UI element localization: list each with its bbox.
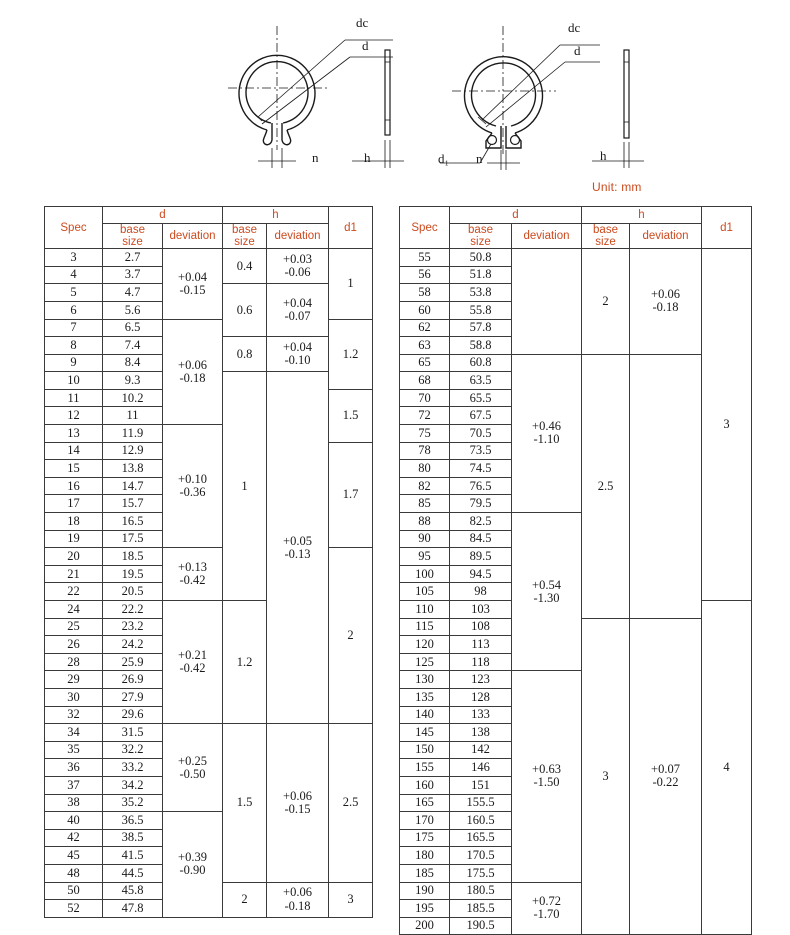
cell-spec: 170 (400, 812, 450, 830)
cell-spec: 68 (400, 372, 450, 390)
cell-d-deviation: +0.21 -0.42 (163, 601, 223, 724)
cell-d-deviation: +0.13 -0.42 (163, 548, 223, 601)
cell-spec: 105 (400, 583, 450, 601)
cell-d-base-size: 60.8 (450, 354, 512, 372)
header-h-base-size: base size (223, 224, 267, 249)
header-d1: d1 (329, 207, 373, 249)
label-h-ring-a: h (364, 150, 371, 165)
header-h-deviation: deviation (267, 224, 329, 249)
label-d-ring-b: d (574, 43, 581, 58)
table-row (45, 249, 373, 267)
cell-d-deviation: +0.10 -0.36 (163, 425, 223, 548)
cell-spec: 165 (400, 794, 450, 812)
table-left-header (45, 207, 373, 249)
cell-d-base-size: 44.5 (103, 864, 163, 882)
cell-spec: 120 (400, 636, 450, 654)
cell-h-base-size: 1 (223, 372, 267, 601)
cell-spec: 22 (45, 583, 103, 601)
cell-spec: 140 (400, 706, 450, 724)
cell-spec: 6 (45, 301, 103, 319)
cell-d-base-size: 22.2 (103, 601, 163, 619)
table-row (400, 249, 752, 267)
header-d-base-size: base size (450, 224, 512, 249)
cell-spec: 26 (45, 636, 103, 654)
ring-diagram-b (440, 26, 644, 170)
cell-d-base-size: 2.7 (103, 249, 163, 267)
cell-d-base-size: 180.5 (450, 882, 512, 900)
cell-spec: 125 (400, 653, 450, 671)
cell-spec: 200 (400, 917, 450, 935)
cell-h-deviation: +0.06 -0.18 (267, 882, 329, 917)
cell-d-base-size: 10.2 (103, 389, 163, 407)
cell-d-base-size: 16.5 (103, 513, 163, 531)
cell-d-deviation: +0.46 -1.10 (512, 354, 582, 512)
cell-d-base-size: 138 (450, 724, 512, 742)
cell-d-base-size: 65.5 (450, 389, 512, 407)
cell-h-base-size: 1.2 (223, 601, 267, 724)
cell-d-base-size: 142 (450, 741, 512, 759)
cell-d-base-size: 51.8 (450, 266, 512, 284)
cell-d-base-size: 6.5 (103, 319, 163, 337)
cell-spec: 4 (45, 266, 103, 284)
header-h-base-size: base size (582, 224, 630, 249)
cell-d-base-size: 45.8 (103, 882, 163, 900)
cell-d-base-size: 18.5 (103, 548, 163, 566)
cell-d-base-size: 58.8 (450, 337, 512, 355)
cell-d-base-size: 84.5 (450, 530, 512, 548)
cell-d-base-size: 17.5 (103, 530, 163, 548)
cell-d-base-size: 35.2 (103, 794, 163, 812)
cell-spec: 34 (45, 724, 103, 742)
cell-d-base-size: 33.2 (103, 759, 163, 777)
table-row (400, 354, 752, 372)
cell-d-base-size: 82.5 (450, 513, 512, 531)
cell-d1: 3 (702, 249, 752, 601)
cell-d-base-size: 4.7 (103, 284, 163, 302)
cell-d1: 3 (329, 882, 373, 917)
cell-spec: 55 (400, 249, 450, 267)
cell-spec: 38 (45, 794, 103, 812)
cell-spec: 130 (400, 671, 450, 689)
label-d-ring-a: d (362, 38, 369, 53)
cell-d-base-size: 98 (450, 583, 512, 601)
cell-h-base-size: 3 (582, 618, 630, 935)
header-d1: d1 (702, 207, 752, 249)
cell-h-base-size: 0.6 (223, 284, 267, 337)
cell-d-base-size: 14.7 (103, 477, 163, 495)
header-group-d: d (103, 207, 223, 224)
cell-spec: 8 (45, 337, 103, 355)
cell-d-base-size: 31.5 (103, 724, 163, 742)
cell-spec: 180 (400, 847, 450, 865)
cell-spec: 80 (400, 460, 450, 478)
cell-spec: 145 (400, 724, 450, 742)
cell-d-deviation: +0.25 -0.50 (163, 724, 223, 812)
cell-spec: 62 (400, 319, 450, 337)
header-group-h: h (582, 207, 702, 224)
cell-h-deviation: +0.07 -0.22 (630, 618, 702, 935)
table-left-body (45, 249, 373, 918)
header-group-d: d (450, 207, 582, 224)
cell-h-deviation (630, 354, 702, 618)
cell-d-base-size: 79.5 (450, 495, 512, 513)
cell-spec: 110 (400, 601, 450, 619)
cell-h-deviation: +0.05 -0.13 (267, 372, 329, 724)
label-n-ring-b: n (476, 151, 483, 166)
cell-spec: 85 (400, 495, 450, 513)
cell-h-deviation: +0.03 -0.06 (267, 249, 329, 284)
header-d-deviation: deviation (512, 224, 582, 249)
cell-d-base-size: 146 (450, 759, 512, 777)
cell-d1: 1 (329, 249, 373, 319)
cell-spec: 3 (45, 249, 103, 267)
cell-d-base-size: 57.8 (450, 319, 512, 337)
cell-d-base-size: 25.9 (103, 653, 163, 671)
cell-d-base-size: 20.5 (103, 583, 163, 601)
cell-d-base-size: 5.6 (103, 301, 163, 319)
table-right-body (400, 249, 752, 935)
cell-d-deviation (512, 249, 582, 355)
cell-spec: 115 (400, 618, 450, 636)
cell-d-base-size: 26.9 (103, 671, 163, 689)
cell-d1: 4 (702, 601, 752, 935)
cell-d-base-size: 3.7 (103, 266, 163, 284)
cell-d-base-size: 73.5 (450, 442, 512, 460)
cell-spec: 100 (400, 565, 450, 583)
cell-d-base-size: 175.5 (450, 864, 512, 882)
cell-h-base-size: 1.5 (223, 724, 267, 882)
cell-d1: 1.7 (329, 442, 373, 548)
cell-d-base-size: 108 (450, 618, 512, 636)
cell-d-deviation: +0.04 -0.15 (163, 249, 223, 319)
cell-spec: 19 (45, 530, 103, 548)
cell-d-base-size: 74.5 (450, 460, 512, 478)
cell-h-base-size: 0.8 (223, 337, 267, 372)
retaining-ring-diagrams (0, 0, 790, 180)
cell-spec: 17 (45, 495, 103, 513)
cell-spec: 135 (400, 688, 450, 706)
cell-d-base-size: 94.5 (450, 565, 512, 583)
cell-spec: 5 (45, 284, 103, 302)
cell-spec: 35 (45, 741, 103, 759)
cell-d-base-size: 7.4 (103, 337, 163, 355)
cell-spec: 58 (400, 284, 450, 302)
cell-d-base-size: 103 (450, 601, 512, 619)
cell-d-deviation: +0.06 -0.18 (163, 319, 223, 425)
cell-spec: 10 (45, 372, 103, 390)
cell-h-deviation: +0.06 -0.15 (267, 724, 329, 882)
cell-d-base-size: 128 (450, 688, 512, 706)
cell-d-base-size: 190.5 (450, 917, 512, 935)
cell-spec: 75 (400, 425, 450, 443)
header-d-deviation: deviation (163, 224, 223, 249)
cell-spec: 40 (45, 812, 103, 830)
cell-spec: 12 (45, 407, 103, 425)
cell-d-base-size: 34.2 (103, 776, 163, 794)
cell-spec: 60 (400, 301, 450, 319)
label-d1-ring-b: d₁ (438, 151, 450, 166)
cell-h-deviation: +0.06 -0.18 (630, 249, 702, 355)
cell-spec: 29 (45, 671, 103, 689)
cell-d-base-size: 133 (450, 706, 512, 724)
cell-spec: 70 (400, 389, 450, 407)
cell-d-base-size: 41.5 (103, 847, 163, 865)
cell-d-base-size: 76.5 (450, 477, 512, 495)
cell-d-base-size: 29.6 (103, 706, 163, 724)
cell-spec: 14 (45, 442, 103, 460)
cell-spec: 20 (45, 548, 103, 566)
cell-d-base-size: 151 (450, 776, 512, 794)
label-h-ring-b: h (600, 148, 607, 163)
spec-table-right-grid (399, 206, 752, 935)
cell-spec: 32 (45, 706, 103, 724)
cell-h-deviation: +0.04 -0.07 (267, 284, 329, 337)
cell-d-base-size: 24.2 (103, 636, 163, 654)
cell-d-deviation: +0.54 -1.30 (512, 513, 582, 671)
cell-spec: 185 (400, 864, 450, 882)
cell-spec: 36 (45, 759, 103, 777)
table-row (45, 724, 373, 742)
cell-spec: 16 (45, 477, 103, 495)
cell-d1: 1.2 (329, 319, 373, 389)
cell-spec: 7 (45, 319, 103, 337)
cell-spec: 175 (400, 829, 450, 847)
cell-h-base-size: 2.5 (582, 354, 630, 618)
cell-d-base-size: 36.5 (103, 812, 163, 830)
cell-spec: 15 (45, 460, 103, 478)
cell-d1: 1.5 (329, 389, 373, 442)
cell-d-base-size: 160.5 (450, 812, 512, 830)
cell-d-base-size: 113 (450, 636, 512, 654)
cell-d-base-size: 19.5 (103, 565, 163, 583)
cell-d-base-size: 53.8 (450, 284, 512, 302)
header-group-h: h (223, 207, 329, 224)
cell-d-base-size: 47.8 (103, 900, 163, 918)
table-right-header (400, 207, 752, 249)
cell-d-deviation: +0.63 -1.50 (512, 671, 582, 882)
cell-spec: 37 (45, 776, 103, 794)
cell-h-deviation: +0.04 -0.10 (267, 337, 329, 372)
label-dc-ring-a: dc (356, 15, 369, 30)
cell-d-base-size: 23.2 (103, 618, 163, 636)
cell-spec: 65 (400, 354, 450, 372)
header-d-base-size: base size (103, 224, 163, 249)
cell-d-base-size: 63.5 (450, 372, 512, 390)
cell-h-base-size: 2 (223, 882, 267, 917)
cell-spec: 28 (45, 653, 103, 671)
label-n-ring-a: n (312, 150, 319, 165)
cell-d-base-size: 50.8 (450, 249, 512, 267)
unit-note: Unit: mm (592, 180, 642, 194)
cell-spec: 21 (45, 565, 103, 583)
cell-d-base-size: 123 (450, 671, 512, 689)
cell-d-base-size: 118 (450, 653, 512, 671)
cell-spec: 155 (400, 759, 450, 777)
cell-d-base-size: 155.5 (450, 794, 512, 812)
cell-d-base-size: 15.7 (103, 495, 163, 513)
cell-spec: 18 (45, 513, 103, 531)
cell-spec: 78 (400, 442, 450, 460)
cell-spec: 30 (45, 688, 103, 706)
cell-spec: 9 (45, 354, 103, 372)
cell-d-deviation: +0.39 -0.90 (163, 812, 223, 918)
cell-d-base-size: 55.8 (450, 301, 512, 319)
cell-spec: 150 (400, 741, 450, 759)
cell-spec: 95 (400, 548, 450, 566)
cell-spec: 90 (400, 530, 450, 548)
cell-spec: 24 (45, 601, 103, 619)
cell-d-base-size: 13.8 (103, 460, 163, 478)
label-dc-ring-b: dc (568, 20, 581, 35)
cell-d-deviation: +0.72 -1.70 (512, 882, 582, 935)
cell-d-base-size: 38.5 (103, 829, 163, 847)
cell-spec: 160 (400, 776, 450, 794)
cell-spec: 13 (45, 425, 103, 443)
cell-d-base-size: 11 (103, 407, 163, 425)
cell-d-base-size: 67.5 (450, 407, 512, 425)
cell-spec: 45 (45, 847, 103, 865)
cell-d-base-size: 170.5 (450, 847, 512, 865)
cell-d-base-size: 70.5 (450, 425, 512, 443)
cell-spec: 25 (45, 618, 103, 636)
cell-d-base-size: 27.9 (103, 688, 163, 706)
cell-spec: 88 (400, 513, 450, 531)
cell-d-base-size: 165.5 (450, 829, 512, 847)
cell-h-base-size: 0.4 (223, 249, 267, 284)
technical-drawings (0, 0, 790, 180)
cell-d1: 2.5 (329, 724, 373, 882)
header-h-deviation: deviation (630, 224, 702, 249)
cell-d-base-size: 12.9 (103, 442, 163, 460)
cell-spec: 48 (45, 864, 103, 882)
cell-spec: 63 (400, 337, 450, 355)
cell-d1: 2 (329, 548, 373, 724)
cell-spec: 82 (400, 477, 450, 495)
cell-d-base-size: 8.4 (103, 354, 163, 372)
cell-spec: 72 (400, 407, 450, 425)
cell-spec: 52 (45, 900, 103, 918)
cell-spec: 56 (400, 266, 450, 284)
spec-table-right (399, 206, 752, 935)
cell-d-base-size: 89.5 (450, 548, 512, 566)
cell-spec: 50 (45, 882, 103, 900)
cell-d-base-size: 9.3 (103, 372, 163, 390)
cell-d-base-size: 185.5 (450, 900, 512, 918)
cell-spec: 42 (45, 829, 103, 847)
cell-d-base-size: 11.9 (103, 425, 163, 443)
header-spec: Spec (400, 207, 450, 249)
cell-spec: 190 (400, 882, 450, 900)
cell-d-base-size: 32.2 (103, 741, 163, 759)
spec-table-left-grid (44, 206, 373, 918)
cell-spec: 195 (400, 900, 450, 918)
ring-diagram-a (228, 26, 404, 168)
spec-table-left (44, 206, 373, 918)
cell-h-base-size: 2 (582, 249, 630, 355)
cell-spec: 11 (45, 389, 103, 407)
header-spec: Spec (45, 207, 103, 249)
